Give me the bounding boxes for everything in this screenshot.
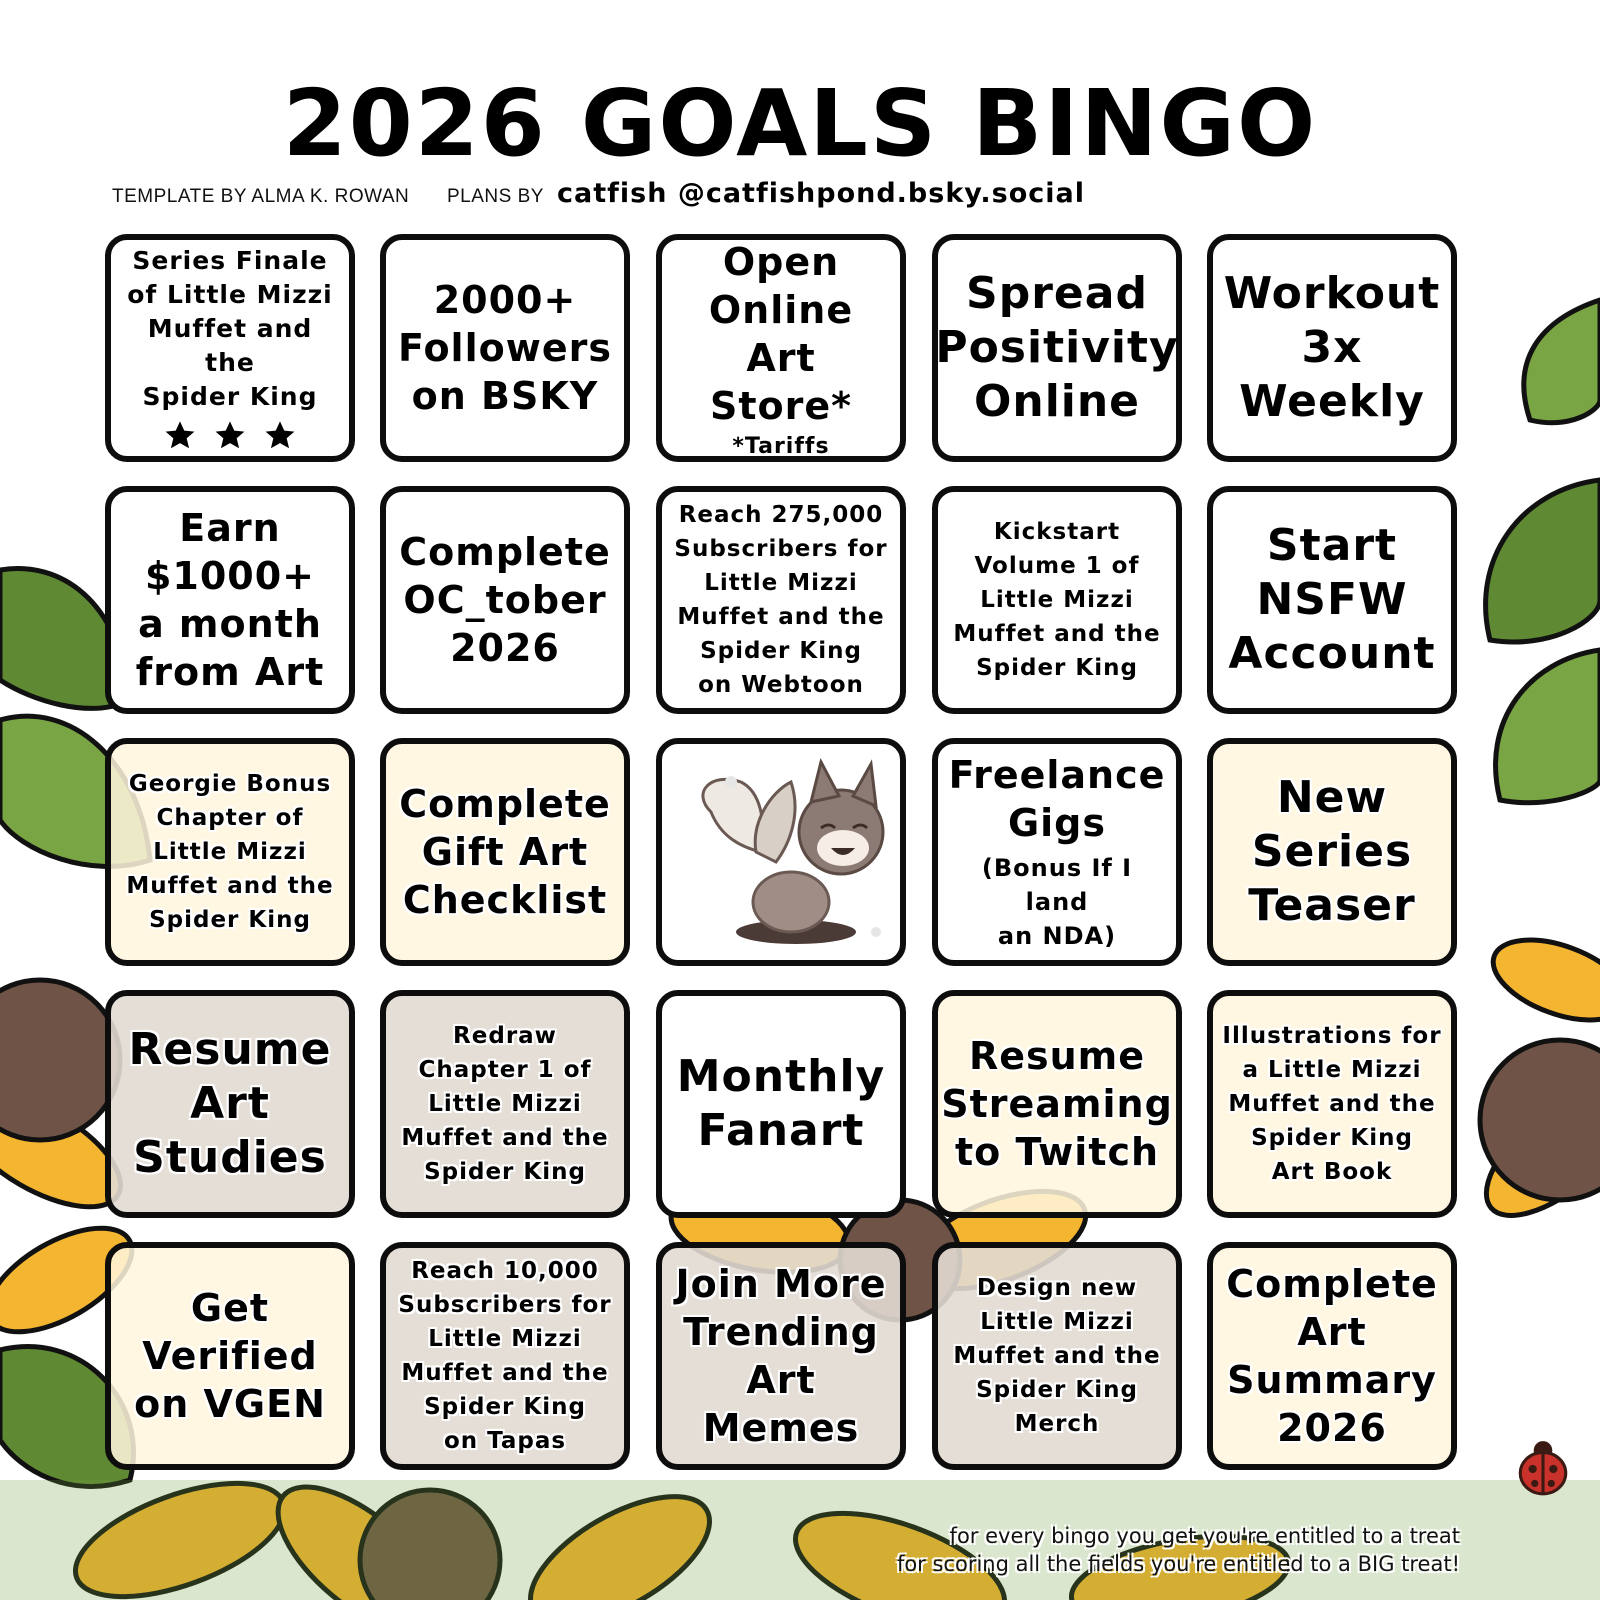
star-icon: [214, 420, 246, 452]
bingo-cell[interactable]: [105, 486, 355, 714]
cell-text: Kickstart Volume 1 of Little Mizzi Muffet and the Spider King: [953, 519, 1161, 681]
footer-line-1: for every bingo you get you're entitled to a treat: [949, 1524, 1460, 1548]
cell-text: Freelance Gigs: [948, 753, 1166, 845]
cell-text: Illustrations for a Little Mizzi Muffet and the Spider King Art Book: [1222, 1023, 1442, 1185]
star-icon: [164, 420, 196, 452]
footer-note: [897, 1522, 1460, 1578]
bingo-cell[interactable]: [105, 1242, 355, 1470]
bingo-cell[interactable]: [1207, 738, 1457, 966]
bingo-cell[interactable]: [656, 486, 906, 714]
cell-text: Earn $1000+ a month from Art: [135, 506, 325, 694]
cell-text: Get Verified on VGEN: [134, 1286, 326, 1426]
cell-text: 2000+ Followers on BSKY: [398, 278, 612, 418]
cell-text: Series Finale of Little Mizzi Muffet and the Spider King: [127, 246, 333, 411]
catfish-mascot-image: [671, 752, 891, 952]
cell-text: Monthly Fanart: [676, 1051, 886, 1156]
bingo-cell[interactable]: [932, 1242, 1182, 1470]
bingo-cell[interactable]: [1207, 486, 1457, 714]
cell-text: Complete OC_tober 2026: [399, 530, 611, 670]
free-space-cell[interactable]: [656, 738, 906, 966]
cell-text: Reach 10,000 Subscribers for Little Mizzi Muffet and the Spider King on Tapas: [398, 1258, 612, 1454]
cell-text: Workout 3x Weekly: [1223, 268, 1441, 427]
bingo-cell[interactable]: [1207, 1242, 1457, 1470]
cell-text: Spread Positivity Online: [935, 268, 1179, 427]
page-title: 2026 GOALS BINGO: [282, 70, 1318, 177]
cell-text: Reach 275,000 Subscribers for Little Mizzi Muffet and the Spider King on Webtoon: [674, 502, 888, 698]
bingo-cell[interactable]: [932, 738, 1182, 966]
cell-text: Start NSFW Account: [1228, 520, 1436, 679]
template-credit: TEMPLATE BY ALMA K. ROWAN: [112, 186, 410, 207]
bingo-cell[interactable]: [380, 738, 630, 966]
ladybug-icon: [1512, 1438, 1574, 1500]
bingo-cell[interactable]: [1207, 234, 1457, 462]
cell-text: Join More Trending Art Memes: [675, 1262, 887, 1450]
bingo-cell[interactable]: [380, 486, 630, 714]
cell-text: Complete Gift Art Checklist: [399, 782, 611, 922]
cell-text: Georgie Bonus Chapter of Little Mizzi Muffet and the Spider King: [126, 771, 334, 933]
bingo-cell[interactable]: [656, 234, 906, 462]
bingo-cell[interactable]: [105, 990, 355, 1218]
cell-text: New Series Teaser: [1248, 772, 1416, 931]
cell-text: Design new Little Mizzi Muffet and the Spider King Merch: [953, 1275, 1161, 1437]
cell-text: Open Online Art Store*: [708, 239, 854, 428]
bingo-cell[interactable]: [932, 990, 1182, 1218]
rating-stars: [164, 420, 296, 452]
bingo-cell[interactable]: [380, 990, 630, 1218]
bingo-cell[interactable]: [380, 234, 630, 462]
bingo-cell[interactable]: [656, 990, 906, 1218]
bingo-cell[interactable]: [1207, 990, 1457, 1218]
cell-text: Resume Art Studies: [128, 1024, 332, 1183]
plans-author: catfish @catfishpond.bsky.social: [557, 178, 1086, 209]
bingo-cell[interactable]: [105, 234, 355, 462]
bingo-cell[interactable]: [656, 1242, 906, 1470]
cell-text: Resume Streaming to Twitch: [941, 1034, 1173, 1174]
cell-text: Redraw Chapter 1 of Little Mizzi Muffet and the Spider King: [401, 1023, 609, 1185]
bingo-cell[interactable]: [932, 234, 1182, 462]
plans-label: PLANS BY: [447, 186, 544, 207]
star-icon: [264, 420, 296, 452]
cell-subtext: *Tariffs: [732, 433, 830, 459]
cell-subtext: (Bonus If I land an NDA): [981, 854, 1133, 950]
bingo-cell[interactable]: [380, 1242, 630, 1470]
footer-line-2: for scoring all the fields you're entitled to a BIG treat!: [896, 1552, 1460, 1576]
bingo-cell[interactable]: [932, 486, 1182, 714]
cell-text: Complete Art Summary 2026: [1226, 1262, 1438, 1450]
bingo-cell[interactable]: [105, 738, 355, 966]
